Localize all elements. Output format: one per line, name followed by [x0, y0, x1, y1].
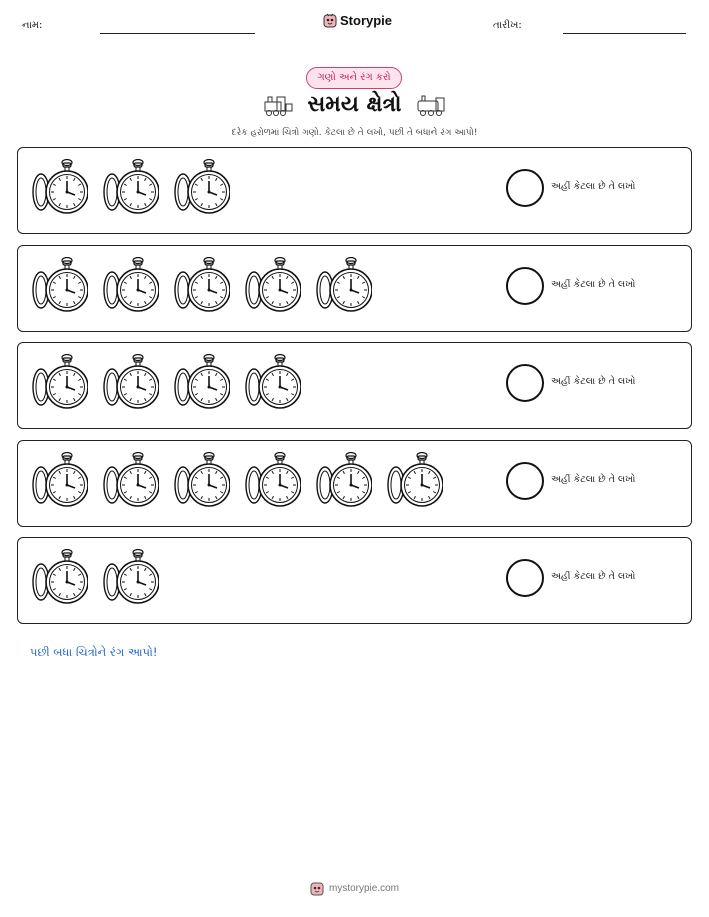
- steam-train-icon: [263, 94, 293, 116]
- answer-label: અહીં કેટલા છે તે લખો: [551, 376, 636, 387]
- pocket-watch-icon: [101, 549, 159, 609]
- pocket-watch-icon: [30, 452, 88, 512]
- watch-group: [30, 549, 159, 609]
- pocket-watch-icon: [385, 452, 443, 512]
- pocket-watch-icon: [101, 354, 159, 414]
- answer-circle[interactable]: [506, 169, 544, 207]
- pocket-watch-icon: [101, 159, 159, 219]
- pocket-watch-icon: [101, 452, 159, 512]
- date-field[interactable]: [563, 33, 686, 34]
- pocket-watch-icon: [243, 452, 301, 512]
- pocket-watch-icon: [314, 257, 372, 317]
- count-row: [17, 342, 692, 429]
- pocket-watch-icon: [172, 452, 230, 512]
- pocket-watch-icon: [30, 354, 88, 414]
- pocket-watch-icon: [243, 257, 301, 317]
- answer-circle[interactable]: [506, 267, 544, 305]
- brand-logo: [323, 12, 392, 28]
- footer: [0, 880, 709, 896]
- pocket-watch-icon: [172, 159, 230, 219]
- pocket-watch-icon: [101, 257, 159, 317]
- watch-group: [30, 257, 372, 317]
- watch-group: [30, 354, 301, 414]
- answer-label: અહીં કેટલા છે તે લખો: [551, 279, 636, 290]
- count-row: [17, 147, 692, 234]
- count-row: [17, 440, 692, 527]
- pocket-watch-icon: [172, 257, 230, 317]
- pocket-watch-icon: [30, 159, 88, 219]
- count-row: [17, 245, 692, 332]
- count-row: [17, 537, 692, 624]
- pocket-watch-icon: [314, 452, 372, 512]
- page-title: સમય ક્ષેત્રો: [307, 92, 402, 117]
- instructions: દરેક હરોળમાં ચિત્રો ગણો. કેટલા છે તે લખો, પછી તે બધાને રંગ આપો!: [231, 128, 478, 138]
- watch-group: [30, 159, 230, 219]
- answer-label: અહીં કેટલા છે તે લખો: [551, 571, 636, 582]
- answer-circle[interactable]: [506, 462, 544, 500]
- answer-label: અહીં કેટલા છે તે લખો: [551, 181, 636, 192]
- activity-badge: ગણો અને રંગ કરો: [306, 67, 402, 89]
- brand-name: Storypie: [340, 12, 393, 28]
- answer-circle[interactable]: [506, 559, 544, 597]
- answer-label: અહીં કેટલા છે તે લખો: [551, 474, 636, 485]
- color-instruction: પછી બધા ચિત્રોને રંગ આપો!: [30, 645, 158, 659]
- storypie-mascot-icon: [323, 12, 337, 28]
- name-field[interactable]: [100, 33, 255, 34]
- watch-group: [30, 452, 443, 512]
- answer-circle[interactable]: [506, 364, 544, 402]
- pocket-watch-icon: [30, 257, 88, 317]
- site-url: mystorypie.com: [328, 882, 399, 894]
- pocket-watch-icon: [172, 354, 230, 414]
- pocket-watch-icon: [243, 354, 301, 414]
- locomotive-icon: [416, 94, 446, 116]
- date-label: તારીખ:: [493, 20, 522, 31]
- storypie-mascot-icon: [310, 880, 324, 896]
- name-label: નામ:: [22, 20, 43, 31]
- pocket-watch-icon: [30, 549, 88, 609]
